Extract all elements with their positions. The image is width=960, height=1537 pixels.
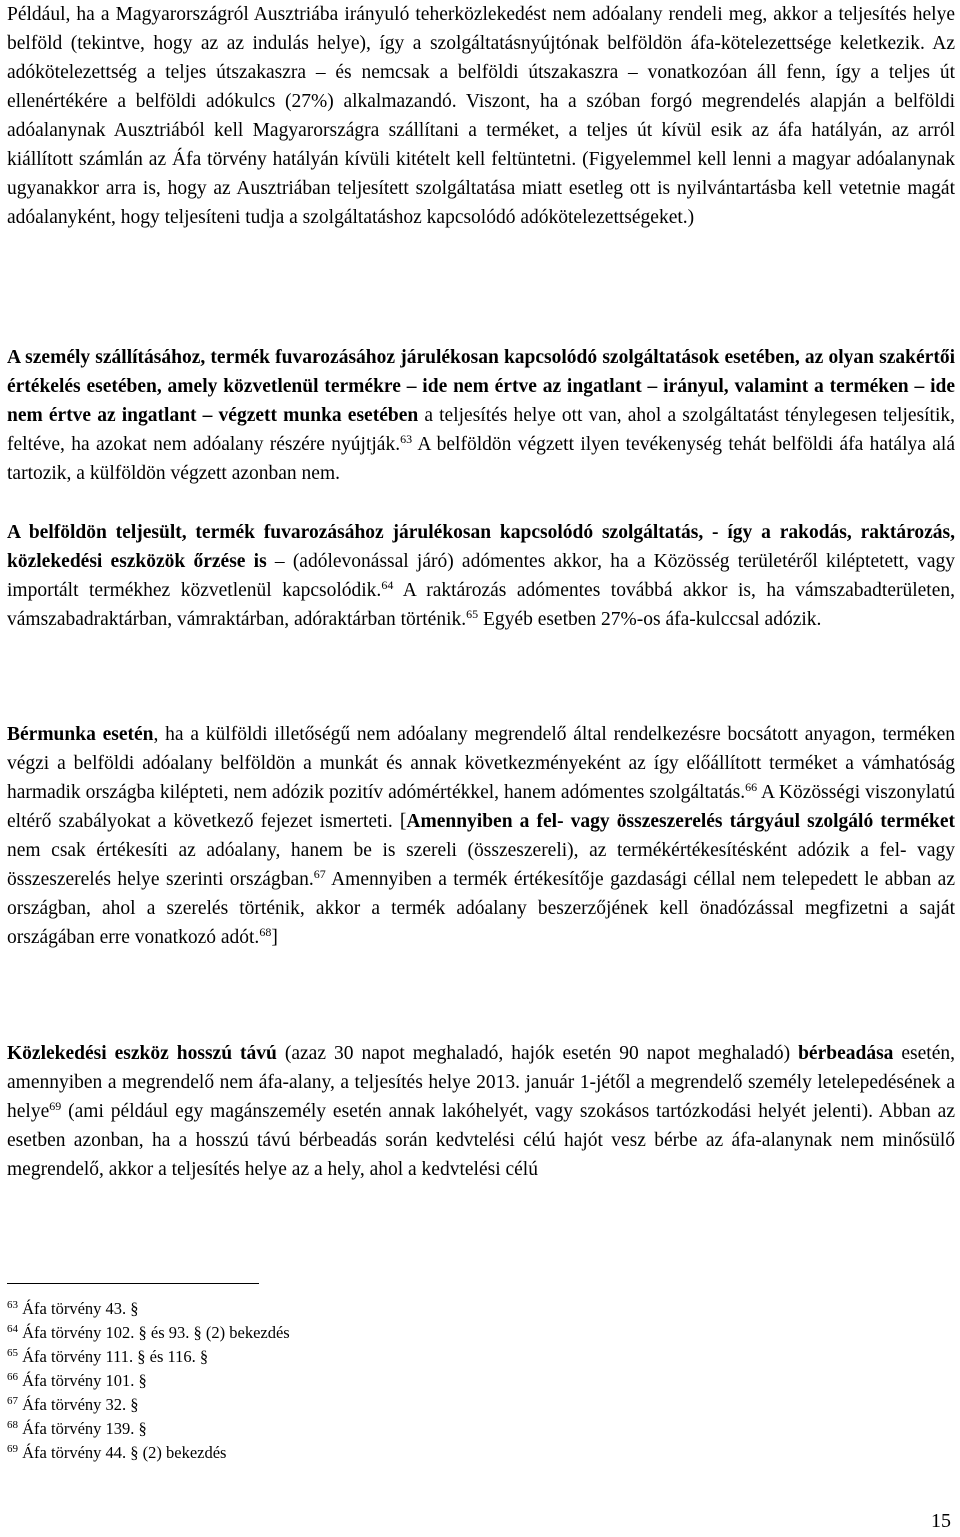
footnote-number: 67 <box>7 1395 18 1407</box>
paragraph-sentence: Például, ha a Magyarországról Ausztriába irányuló teherközlekedést nem adóalany rendeli meg, akkor a teljesítés helye belföld (tekintve, hogy az az indulás helye), így a szolgáltatásnyújtónak belföldön áfa-kötelezettsége keletkezik. Az adókötelezettség a teljes útszakaszra – és nemcsak a belföldi útszakaszra – vonatkozóan áll fenn, így a teljes út ellenértékére a belföldi adókulcs (27%) alkalmazandó. Viszont, ha a szóban forgó megrendelés alapján a belföldi adóalanynak Ausztriából kell Magyarországra szállítani a terméket, a teljes út kívül esik az áfa hatályán, az arról kiállított számlán az Áfa törvény hatályán kívüli kitételt kell feltüntetni. (Figyelemmel kell lenni a magyar adóalanynak ugyanakkor arra is, hogy az Ausztriában teljesített szolgáltatása miatt esetleg ott is nyilvántartásba kell vetetnie magát adóalanyként, hogy teljesíteni tudja a szolgáltatáshoz kapcsolódó adókötelezettségeket.) <box>7 4 955 228</box>
paragraph-vehicle-rental <box>7 1039 955 1184</box>
footnote-ref-67[interactable]: 67 <box>313 867 326 881</box>
footnote-ref-64[interactable]: 64 <box>381 578 394 592</box>
paragraph-sentence: nem csak értékesíti az adóalany, hanem be is szereli (összeszereli), az termékértékesítésként adózik a fel- vagy összeszerelés helye szerinti országban. <box>7 840 955 890</box>
footnote-item <box>7 1321 607 1345</box>
paragraph-sentence: , ha a külföldi illetőségű nem adóalany megrendelő által rendelkezésre bocsátott anyagon, terméken végzi a belföldi adóalany belföldön a munkát és annak következményeként az így előállított terméket a vámhatóság harmadik országba kilépteti, nem adózik pozitív adómértékkel, hanem adómentes szolgáltatás. <box>7 724 955 803</box>
bold-heading-text: bérbeadása <box>798 1043 894 1064</box>
footnote-text: Áfa törvény 111. § és 116. § <box>22 1347 209 1366</box>
footnote-ref-65[interactable]: 65 <box>466 607 479 621</box>
footnote-ref-69[interactable]: 69 <box>49 1099 62 1113</box>
footnote-item <box>7 1297 607 1321</box>
paragraph-sentence: ] <box>271 927 278 948</box>
paragraph-sentence: – (adólevonással járó) adómentes akkor, ha a Közösség területéről kiléptetett, vagy importált termékhez közvetlenül kapcsolódik. <box>7 551 955 601</box>
paragraph-road-transport-example <box>7 0 955 232</box>
footnote-item <box>7 1441 607 1465</box>
footnote-number: 64 <box>7 1323 18 1335</box>
footnote-item <box>7 1393 607 1417</box>
paragraph-contract-work <box>7 720 955 952</box>
paragraph-sentence: (azaz 30 napot meghaladó, hajók esetén 90 napot meghaladó) <box>276 1043 799 1064</box>
footnote-number: 65 <box>7 1347 18 1359</box>
footnote-text: Áfa törvény 101. § <box>22 1371 147 1390</box>
footnote-text: Áfa törvény 32. § <box>22 1395 139 1414</box>
footnote-item <box>7 1417 607 1441</box>
footnote-text: Áfa törvény 102. § és 93. § (2) bekezdés <box>22 1323 290 1342</box>
paragraph-text <box>7 518 955 634</box>
paragraph-sentence: A belföldön végzett ilyen tevékenység tehát belföldi áfa hatálya alá tartozik, a külföldön végzett azonban nem. <box>7 434 955 484</box>
page-number: 15 <box>931 1510 951 1532</box>
paragraph-text <box>7 720 955 952</box>
paragraph-sentence: a teljesítés helye ott van, ahol a szolgáltatást ténylegesen teljesítik, feltéve, ha azokat nem adóalany részére nyújtják. <box>7 405 955 455</box>
paragraph-exempt-services <box>7 518 955 634</box>
bold-heading-text: A személy szállításához, termék fuvarozásához járulékosan kapcsolódó szolgáltatások esetében, az olyan szakértői értékelés esetében, amely közvetlenül termékre – ide nem értve az ingatlant – irányul, valamint a terméken – ide nem értve az ingatlant – végzett munka esetében <box>7 347 955 426</box>
footnotes-list <box>7 1297 607 1465</box>
footnote-number: 66 <box>7 1371 18 1383</box>
bold-heading-text: Közlekedési eszköz hosszú távú <box>7 1043 277 1064</box>
footnote-item <box>7 1369 607 1393</box>
footnote-item <box>7 1345 607 1369</box>
footnote-number: 68 <box>7 1419 18 1431</box>
footnote-text: Áfa törvény 43. § <box>22 1299 139 1318</box>
bold-heading-text: Amennyiben a fel- vagy összeszerelés tárgyául szolgáló terméket <box>406 811 956 832</box>
paragraph-sentence: Egyéb esetben 27%-os áfa-kulccsal adózik. <box>478 609 822 630</box>
footnote-ref-66[interactable]: 66 <box>745 780 758 794</box>
paragraph-text <box>7 343 955 488</box>
paragraph-text <box>7 1039 955 1184</box>
paragraph-sentence: Amennyiben a termék értékesítője gazdasági céllal nem telepedett le abban az országban, ahol a szerelés történik, akkor a termék adóalany beszerzőjének kell önadózással megfizetni a saját országában erre vonatkozó adót. <box>7 869 955 948</box>
paragraph-sentence: A Közösségi viszonylatú eltérő szabályokat a következő fejezet ismerteti. [ <box>7 782 955 832</box>
footnote-text: Áfa törvény 44. § (2) bekezdés <box>22 1443 227 1462</box>
footnote-text: Áfa törvény 139. § <box>22 1419 147 1438</box>
paragraph-ancillary-services <box>7 343 955 488</box>
paragraph-sentence: A raktározás adómentes továbbá akkor is, ha vámszabadterületen, vámszabadraktárban, vámraktárban, adóraktárban történik. <box>7 580 955 630</box>
paragraph-sentence: (ami például egy magánszemély esetén annak lakóhelyét, vagy szokásos tartózkodási helyét jelenti). Abban az esetben azonban, ha a hosszú távú bérbeadás során kedvtelési célú hajót vesz bérbe az áfa-alanynak nem minősülő megrendelő, akkor a teljesítés helye az a hely, ahol a kedvtelési célú <box>7 1101 955 1180</box>
paragraph-text <box>7 0 955 232</box>
footnote-separator <box>7 1283 259 1284</box>
footnote-ref-68[interactable]: 68 <box>259 925 272 939</box>
footnote-number: 63 <box>7 1299 18 1311</box>
bold-heading-text: Bérmunka esetén <box>7 724 154 745</box>
footnote-ref-63[interactable]: 63 <box>400 432 413 446</box>
bold-heading-text: A belföldön teljesült, termék fuvarozásához járulékosan kapcsolódó szolgáltatás, - így a rakodás, raktározás, közlekedési eszközök őrzése is <box>7 522 955 572</box>
paragraph-sentence: esetén, amennyiben a megrendelő nem áfa-alany, a teljesítés helye 2013. január 1-jétől a megrendelő személy letelepedésének a helye <box>7 1043 955 1122</box>
footnote-number: 69 <box>7 1443 18 1455</box>
